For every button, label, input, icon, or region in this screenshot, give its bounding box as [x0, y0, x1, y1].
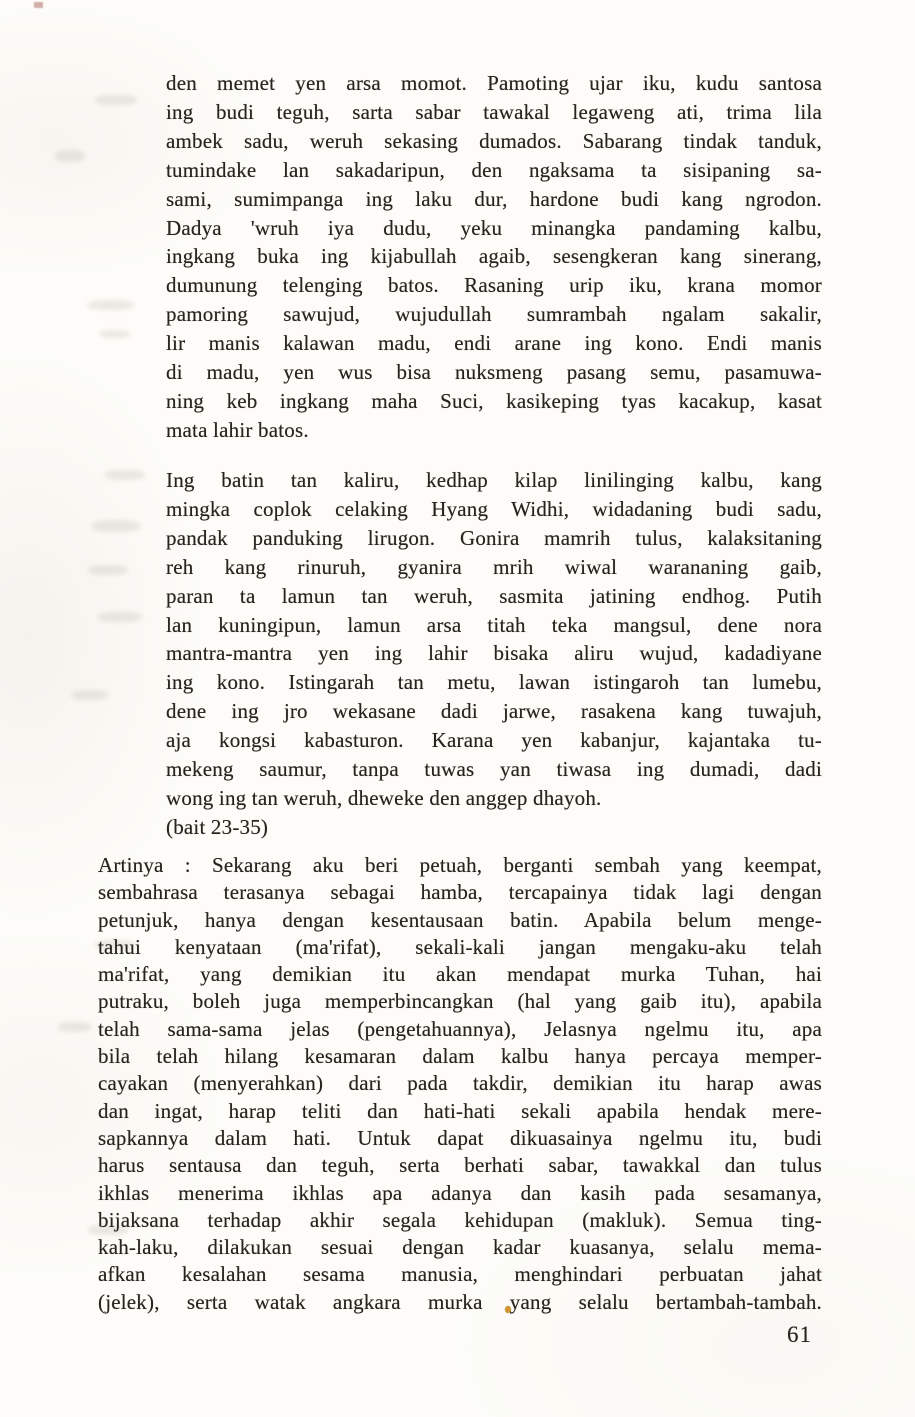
text-line: bijaksana terhadap akhir segala kehidupan (makluk). Semua ting- [98, 1207, 822, 1232]
text-line: kah-laku, dilakukan sesuai dengan kadar kuasanya, selalu mema- [98, 1235, 822, 1260]
text-line: paran ta lamun tan weruh, sasmita jatining endhog. Putih [166, 583, 822, 608]
text-line: ning keb ingkang maha Suci, kasikeping tyas kacakup, kasat [166, 388, 822, 413]
javanese-quote-paragraph-1 [166, 69, 822, 445]
text-line: wong ing tan weruh, dheweke den anggep dhayoh. [166, 785, 602, 810]
text-line: sapkannya dalam hati. Untuk dapat dikuasainya ngelmu itu, budi [98, 1125, 822, 1150]
text-line: mingka coplok celaking Hyang Widhi, widadaning budi sadu, [166, 496, 822, 521]
bleed-through-mark [100, 330, 130, 338]
text-line: sami, sumimpanga ing laku dur, hardone budi kang ngrodon. [166, 186, 822, 211]
bleed-through-mark [72, 690, 108, 700]
text-line: bila telah hilang kesamaran dalam kalbu hanya percaya memper- [98, 1044, 822, 1069]
text-line: mekeng saumur, tanpa tuwas yan tiwasa ing dumadi, dadi [166, 757, 822, 782]
text-line: dan ingat, harap teliti dan hati-hati sekali apabila hendak mere- [98, 1098, 822, 1123]
text-line: putraku, boleh juga memperbincangkan (hal yang gaib itu), apabila [98, 989, 822, 1014]
bleed-through-mark [88, 300, 134, 310]
text-line: tahui kenyataan (ma'rifat), sekali-kali jangan mengaku-aku telah [98, 934, 822, 959]
corner-ink-mark [34, 2, 43, 8]
text-line: dene ing jro wekasane dadi jarwe, rasakena kang tuwajuh, [166, 699, 822, 724]
text-line: reh kang rinuruh, gyanira mrih wiwal warananing gaib, [166, 554, 822, 579]
text-line: telah sama-sama jelas (pengetahuannya), Jelasnya ngelmu itu, apa [98, 1016, 822, 1041]
text-line: ikhlas menerima ikhlas apa adanya dan kasih pada sesamanya, [98, 1180, 822, 1205]
text-line: den memet yen arsa momot. Pamoting ujar iku, kudu santosa [166, 71, 822, 95]
text-line: sembahrasa terasanya sebagai hamba, tercapainya tidak lagi dengan [98, 880, 822, 905]
text-line: pamoring sawujud, wujudullah sumrambah ngalam sakalir, [166, 302, 822, 327]
text-line: afkan kesalahan sesama manusia, menghindari perbuatan jahat [98, 1262, 822, 1287]
bleed-through-mark [58, 1022, 92, 1032]
text-line: (jelek), serta watak angkara murka yang selalu bertambah-tambah. [98, 1289, 822, 1314]
bleed-through-mark [88, 565, 128, 575]
text-line: Dadya 'wruh iya dudu, yeku minangka pandaming kalbu, [166, 215, 822, 240]
text-line: dumunung telenging batos. Rasaning urip iku, krana momor [166, 273, 822, 298]
text-line: lan kuningipun, lamun arsa titah teka mangsul, dene nora [166, 612, 822, 637]
page-number: 61 [787, 1322, 812, 1347]
text-line: ing budi teguh, sarta sabar tawakal legaweng ati, trima lila [166, 99, 822, 124]
text-line: harus sentausa dan teguh, serta berhati sabar, tawakkal dan tulus [98, 1153, 822, 1178]
bleed-through-mark [92, 520, 140, 532]
javanese-quote-paragraph-2 [166, 466, 822, 842]
text-line: petunjuk, hanya dengan kesentausaan batin. Apabila belum menge- [98, 907, 822, 932]
text-line: Ing batin tan kaliru, kedhap kilap linilinging kalbu, kang [166, 468, 822, 492]
text-line: ma'rifat, yang demikian itu akan mendapat murka Tuhan, hai [98, 962, 822, 987]
bleed-through-mark [105, 470, 145, 480]
bait-citation: (bait 23-35) [166, 814, 269, 839]
text-line: pandak panduking lirugon. Gonira mamrih tulus, kalaksitaning [166, 525, 822, 550]
bleed-through-mark [55, 150, 85, 162]
text-line: tumindake lan sakadaripun, den ngaksama ta sisipaning sa- [166, 157, 822, 182]
text-line: aja kongsi kabasturon. Karana yen kabanjur, kajantaka tu- [166, 728, 822, 753]
text-line: lir manis kalawan madu, endi arane ing kono. Endi manis [166, 331, 822, 356]
text-line: mata lahir batos. [166, 417, 309, 442]
text-line: ingkang buka ing kijabullah agaib, sesengkeran kang sinerang, [166, 244, 822, 269]
text-line: di madu, yen wus bisa nuksmeng pasang semu, pasamuwa- [166, 360, 822, 385]
text-line: Artinya : Sekarang aku beri petuah, berganti sembah yang keempat, [98, 853, 822, 877]
translation-paragraph [98, 852, 822, 1316]
bleed-through-mark [95, 95, 137, 105]
text-line: cayakan (menyerahkan) dari pada takdir, demikian itu harap awas [98, 1071, 822, 1096]
text-line: ing kono. Istingarah tan metu, lawan istingaroh tan lumebu, [166, 670, 822, 695]
bleed-through-mark [98, 612, 142, 622]
text-line: mantra-mantra yen ing lahir bisaka aliru wujud, kadadiyane [166, 641, 822, 666]
text-line: ambek sadu, weruh sekasing dumados. Sabarang tindak tanduk, [166, 128, 822, 153]
